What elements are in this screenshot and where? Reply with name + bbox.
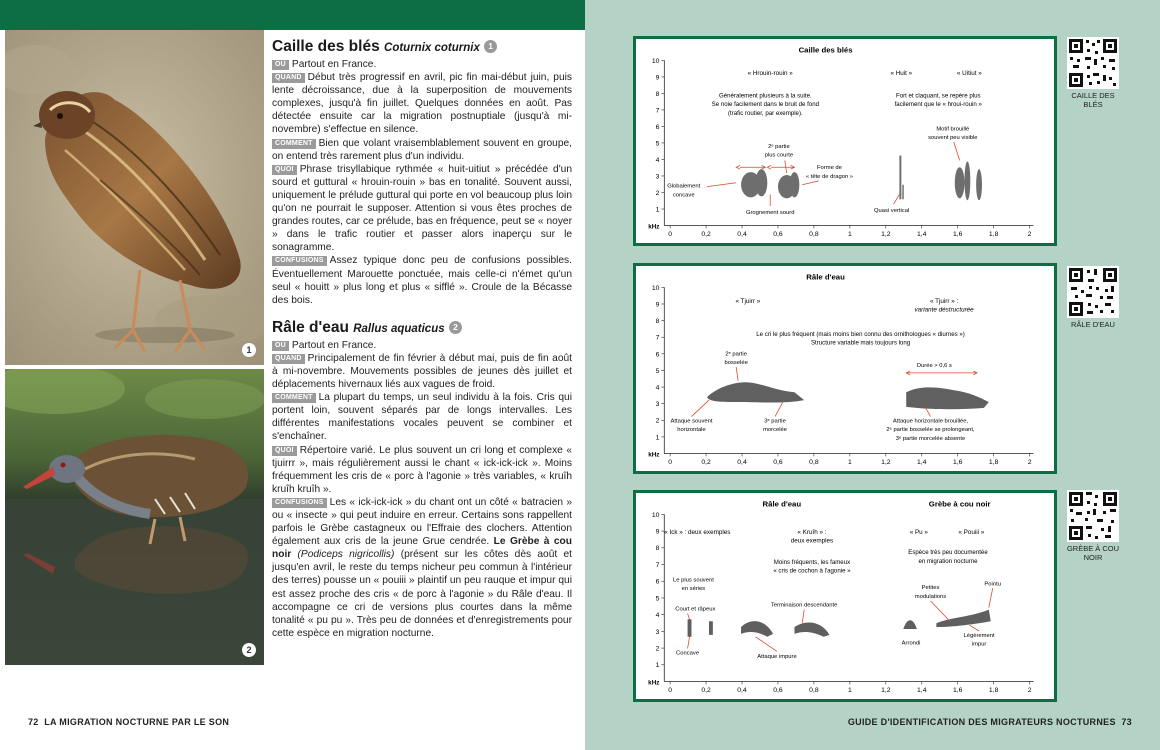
quoi-text: Répertoire varié. Le plus souvent un cri long et complexe « tjuirrr », mais régulièrement aussi le chant « ick-ick-ick ». Moins fréquemment les cris de « porc à l'agonie » très variables, « kruîh kruîh kruîh ». — [272, 444, 572, 495]
label-general-1: Généralement plusieurs à la suite. — [718, 92, 812, 100]
y-tick-label: 6 — [655, 351, 660, 359]
qr-code-caille[interactable] — [1067, 37, 1119, 109]
y-tick-label: 2 — [655, 417, 660, 425]
y-tick-label: 1 — [655, 434, 660, 442]
label-moins-2: « cris de cochon à l'agonie » — [773, 567, 851, 575]
tag-comment: COMMENT — [272, 393, 316, 403]
sonogram-axes — [648, 512, 1033, 694]
label-attaque-b2: 2ᵉ partie bosselée se prolongeant, — [886, 427, 975, 434]
y-tick-label: 4 — [655, 156, 660, 164]
label-part3-1: 3ᵉ partie — [764, 418, 786, 425]
label-leger-2: impur — [971, 641, 987, 648]
quoi-paragraph — [272, 163, 572, 255]
tag-quand: QUAND — [272, 354, 305, 364]
label-huit: « Huit » — [890, 69, 913, 77]
tag-quand: QUAND — [272, 73, 305, 83]
x-tick-label: 1,8 — [988, 459, 999, 467]
x-tick-label: 0 — [668, 459, 673, 467]
x-tick-label: 1,8 — [988, 687, 999, 695]
label-petites-1: Petites — [921, 585, 940, 592]
tag-comment: COMMENT — [272, 139, 316, 149]
quoi-text: Phrase trisyllabique rythmée « huit-uitiut » précédée d'un sourd et guttural « hrouin-rouin » bas en tonalité. Souvent aussi, uniquement le prélude guttural qui porte en vol beaucoup plus loin qu'on ne pourrait le supposer. Attention si vous êtes proches de grandes routes, car ce prélude, bas en fréquence, peut se « noyer » dans le trafic routier et passer alors inaperçu sur le sonagramme. — [272, 163, 572, 254]
y-tick-label: 7 — [655, 107, 660, 115]
x-tick-label: 0,4 — [737, 231, 747, 239]
species-text-column — [272, 38, 572, 640]
label-hrouin: « Hrouin-rouin » — [747, 69, 793, 77]
tag-ou: OÙ — [272, 341, 289, 351]
qr-code-icon — [1067, 490, 1119, 542]
x-tick-label: 1 — [847, 459, 852, 467]
species-latin-name: Coturnix coturnix — [384, 42, 480, 54]
caille-section — [272, 38, 572, 307]
species-title — [272, 38, 572, 57]
label-motif-2: souvent peu visible — [928, 135, 978, 142]
running-title: GUIDE D'IDENTIFICATION DES MIGRATEURS NOCTURNES — [847, 717, 1116, 727]
right-page — [585, 0, 1160, 750]
tag-ou: OÙ — [272, 60, 289, 70]
label-motif-1: Motif brouillé — [936, 126, 970, 133]
quand-text: Début très progressif en avril, pic fin mai-début juin, puis lente décroissance, due à la superposition de mouvements complexes, jusqu'à fin juillet. Quelques données en août. Pas détectée ensuite car la migration postnuptiale (jusqu'à mi-novembre) s'effectue en silence. — [272, 72, 572, 136]
comment-text: Bien que volant vraisemblablement souvent en groupe, on entend très rarement plus d'un individu. — [272, 137, 572, 162]
y-tick-label: 7 — [655, 334, 660, 342]
label-court: Court et râpeux — [675, 606, 716, 613]
x-tick-label: 1,4 — [917, 459, 927, 467]
x-tick-label: 0,8 — [809, 687, 819, 695]
x-tick-label: 2 — [1027, 231, 1032, 239]
label-cri-2: Structure variable mais toujours long — [810, 339, 911, 347]
grebe-name: Le Grèbe à cou noir — [272, 536, 572, 561]
label-attaque-1: Attaque souvent — [670, 418, 713, 425]
ou-text: Partout en France. — [291, 59, 377, 70]
x-tick-label: 0,6 — [773, 687, 783, 695]
comment-paragraph — [272, 391, 572, 443]
qr-code-grebe[interactable] — [1067, 490, 1119, 562]
tag-quoi: QUOI — [272, 446, 297, 456]
x-tick-label: 2 — [1027, 687, 1032, 695]
y-tick-label: 5 — [655, 595, 660, 603]
quand-paragraph — [272, 352, 572, 391]
label-grognement: Grognement sourd — [745, 209, 795, 216]
tag-confusions: CONFUSIONS — [272, 498, 327, 508]
label-pointu: Pointu — [984, 581, 1001, 588]
y-tick-label: 6 — [655, 578, 660, 586]
x-tick-label: 1,8 — [988, 231, 999, 239]
x-tick-label: 0,8 — [809, 459, 819, 467]
label-part2-1: 2ᵉ partie — [768, 143, 790, 150]
confusions-text: Assez typique donc peu de confusions possibles. Éventuellement Marouette ponctuée, mais celle-ci n'émet qu'un seul « houitt » plus long et plus « sifflé ». Croule de la Bécasse des bois. — [272, 255, 572, 306]
x-tick-label: 0,6 — [773, 231, 783, 239]
sonogram-title-grebe: Grèbe à cou noir — [928, 499, 991, 509]
right-page-footer — [848, 717, 1132, 727]
sonogram-title: Râle d'eau — [806, 272, 845, 282]
species-name: Caille des blés — [272, 38, 380, 55]
label-tjuirr: « Tjuirr » — [735, 297, 761, 305]
running-title: LA MIGRATION NOCTURNE PAR LE SON — [44, 717, 230, 727]
y-tick-label: 9 — [655, 301, 660, 309]
x-tick-label: 0,6 — [773, 459, 783, 467]
y-tick-label: 3 — [655, 628, 660, 636]
species-title — [272, 319, 572, 338]
label-pouiii: « Pouiii » — [958, 528, 985, 536]
confusions-text: Les « ick-ick-ick » du chant ont un côté « batracien » ou « insecte » qui peut induire en erreur. Certains sons rappellent parfois le Grèbe castagneux ou l'Effraie des clochers. Attention également aux cris de la jeune Grue cendrée. — [272, 496, 572, 548]
x-tick-label: 1,2 — [881, 231, 891, 239]
qr-label: RÂLE D'EAU — [1071, 320, 1115, 329]
sonogram-title: Caille des blés — [798, 45, 853, 55]
label-attaque: Attaque impure — [757, 654, 797, 661]
y-tick-label: 2 — [655, 645, 660, 653]
y-unit-label: kHz — [648, 223, 660, 231]
label-concave-2: concave — [672, 192, 695, 199]
comment-text: La plupart du temps, un seul individu à la fois. Cris qui portent loin, souvent séparés par de longs intervalles. Les différentes manifestations vocales peuvent se combiner et s'enchaîner. — [272, 392, 572, 443]
label-arrondi: Arrondi — [901, 640, 921, 647]
grebe-latin: (Podiceps nigricollis) — [297, 549, 395, 561]
grebe-text: (présent sur les côtes dès août et jusqu'en avril, le reste du temps nicheur peu commun à l'intérieur des terres) pousse un « pouiii » plaintif un peu rauque et impur qui est assez proche des cris « de porc à l'agonie » du Râle d'eau. Il accompagne ce cri de versions plus courtes dans la même tonalité « pu pu ». Très peu de données et d'enregistrements pour cette espèce en migration nocturne. — [272, 549, 572, 639]
label-espece-2: en migration nocturne — [918, 557, 978, 565]
qr-code-icon — [1067, 37, 1119, 89]
photo-number-badge: 2 — [242, 643, 256, 657]
label-fort-2: facilement que le « hroui-rouin » — [894, 101, 982, 109]
confusions-paragraph — [272, 496, 572, 640]
x-tick-label: 0,2 — [701, 231, 711, 239]
qr-label: CAILLE DES BLÉS — [1071, 91, 1115, 109]
label-attaque-b1: Attaque horizontale brouillée, — [892, 418, 969, 425]
label-fort-1: Fort et claquant, se repère plus — [895, 92, 981, 100]
x-tick-label: 1,4 — [917, 687, 927, 695]
page-number: 73 — [1121, 717, 1132, 727]
label-part3-2: morcelée — [763, 427, 788, 434]
tag-confusions: CONFUSIONS — [272, 256, 327, 266]
x-tick-label: 2 — [1027, 459, 1032, 467]
label-duree: Durée > 0,6 s — [916, 363, 952, 370]
y-unit-label: kHz — [648, 679, 660, 687]
sonogram-rale — [633, 263, 1057, 474]
sonogram-chart — [636, 493, 1054, 699]
x-tick-label: 0,2 — [701, 687, 711, 695]
qr-code-icon — [1067, 266, 1119, 318]
ou-paragraph — [272, 339, 572, 352]
y-tick-label: 10 — [651, 284, 660, 292]
y-tick-label: 4 — [655, 612, 660, 620]
y-tick-label: 4 — [655, 384, 660, 392]
quand-text: Principalement de fin février à début mai, puis de fin août à mi-novembre. Mouvements possibles de jeunes dès juillet et déplacements hivernaux liés aux vagues de froid. — [272, 352, 572, 391]
species-number: 2 — [449, 321, 462, 334]
ou-text: Partout en France. — [291, 339, 377, 351]
y-unit-label: kHz — [648, 451, 660, 459]
quoi-paragraph — [272, 444, 572, 496]
page-number: 72 — [28, 717, 39, 727]
x-tick-label: 1 — [847, 231, 852, 239]
species-latin-name: Rallus aquaticus — [353, 322, 445, 335]
water-rail-photo — [5, 369, 264, 665]
sonogram-axes — [648, 58, 1033, 238]
x-tick-label: 1 — [847, 687, 852, 695]
y-tick-label: 8 — [655, 545, 660, 553]
species-name: Râle d'eau — [272, 318, 349, 336]
sonogram-title-rale: Râle d'eau — [762, 499, 802, 509]
label-forme-1: Forme de — [817, 165, 842, 172]
x-tick-label: 0 — [668, 687, 672, 695]
label-uitiut: « Uitiut » — [956, 69, 982, 77]
label-general-3: (trafic routier, par exemple). — [727, 109, 803, 117]
label-plus-2: en séries — [681, 586, 706, 593]
x-tick-label: 0 — [668, 231, 673, 239]
y-tick-label: 9 — [655, 74, 660, 82]
label-quasi-vertical: Quasi vertical — [874, 207, 910, 214]
label-ick: « Ick » : deux exemples — [664, 528, 731, 536]
label-concave: Concave — [676, 650, 700, 657]
label-kruih-1: « Kruîh » : — [797, 528, 827, 536]
qr-label: GRÈBE À COU NOIR — [1066, 544, 1120, 562]
label-petites-2: modulations — [914, 593, 947, 600]
sonogram-caille — [633, 36, 1057, 246]
y-tick-label: 2 — [655, 189, 660, 197]
y-tick-label: 5 — [655, 367, 660, 375]
label-part2-2: plus courte — [764, 152, 794, 159]
y-tick-label: 8 — [655, 90, 660, 98]
y-tick-label: 9 — [655, 528, 660, 536]
label-part2-1: 2ᵉ partie — [725, 351, 747, 358]
x-tick-label: 0,4 — [737, 687, 747, 695]
label-cri-1: Le cri le plus fréquent (mais moins bien connu des ornithologues « diurnes ») — [756, 330, 965, 338]
y-tick-label: 1 — [655, 662, 660, 670]
qr-code-rale[interactable] — [1067, 266, 1119, 329]
label-tjuirr-2: « Tjuirr » : — [929, 297, 959, 305]
ou-paragraph — [272, 58, 572, 71]
comment-paragraph — [272, 137, 572, 163]
label-forme-2: « tête de dragon » — [805, 173, 854, 180]
confusions-paragraph — [272, 254, 572, 306]
label-pu: « Pu » — [909, 528, 928, 536]
sonogram-rale-grebe — [633, 490, 1057, 702]
x-tick-label: 0,8 — [809, 231, 819, 239]
label-concave-1: Globalement — [667, 183, 701, 190]
label-part2-2: bosselée — [724, 360, 748, 367]
label-leger-1: Légèrement — [963, 632, 995, 639]
x-tick-label: 1,4 — [917, 231, 927, 239]
x-tick-label: 0,4 — [737, 459, 747, 467]
label-plus-1: Le plus souvent — [673, 577, 714, 584]
sonogram-axes — [648, 285, 1033, 466]
y-tick-label: 3 — [655, 401, 660, 409]
y-tick-label: 8 — [655, 318, 660, 326]
x-tick-label: 1,6 — [952, 687, 963, 695]
x-tick-label: 1,2 — [881, 687, 891, 695]
label-moins-1: Moins fréquents, les fameux — [773, 558, 851, 566]
species-number: 1 — [484, 40, 497, 53]
y-tick-label: 5 — [655, 140, 660, 148]
quand-paragraph — [272, 71, 572, 136]
left-page-footer — [28, 717, 229, 727]
top-green-band — [0, 0, 585, 30]
photo-number-badge: 1 — [242, 343, 256, 357]
x-tick-label: 1,2 — [881, 459, 891, 467]
label-espece-1: Espèce très peu documentée — [908, 549, 988, 557]
label-attaque-2: horizontale — [677, 427, 706, 434]
y-tick-label: 6 — [655, 123, 660, 131]
sonogram-chart — [636, 266, 1054, 471]
x-tick-label: 0,2 — [701, 459, 711, 467]
rale-section — [272, 319, 572, 640]
x-tick-label: 1,6 — [952, 459, 963, 467]
label-terminaison: Terminaison descendante — [770, 602, 838, 609]
y-tick-label: 3 — [655, 173, 660, 181]
label-variante: variante déstructurée — [914, 306, 974, 314]
y-tick-label: 7 — [655, 561, 660, 569]
y-tick-label: 10 — [651, 57, 660, 65]
label-attaque-b3: 3ᵉ partie morcelée absente — [895, 435, 966, 442]
y-tick-label: 1 — [655, 206, 660, 214]
label-general-2: Se noie facilement dans le bruit de fond — [711, 101, 820, 109]
tag-quoi: QUOI — [272, 165, 297, 175]
sonogram-chart — [636, 39, 1054, 243]
quail-photo — [5, 30, 264, 365]
x-tick-label: 1,6 — [952, 231, 963, 239]
label-kruih-2: deux exemples — [790, 537, 834, 545]
y-tick-label: 10 — [651, 511, 660, 519]
